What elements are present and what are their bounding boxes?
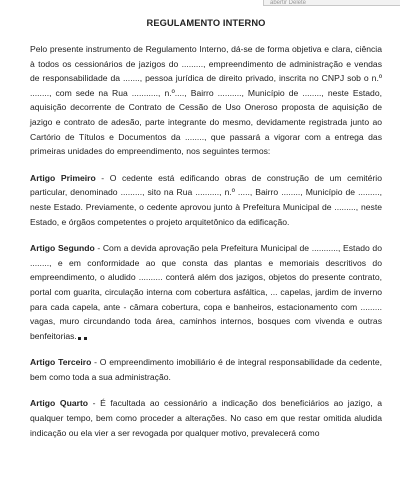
article-paragraph [30,396,382,440]
article-label: Artigo Segundo [30,243,95,254]
document-title: REGULAMENTO INTERNO [146,18,266,28]
article-text: - O empreendimento imobiliário é de integral responsabilidade da cedente, bem como toda a sua administração. [30,357,382,382]
article-label: Artigo Primeiro [30,172,96,183]
spellcheck-underline [78,333,87,340]
header-tab: abertir Delete [263,0,400,6]
document-page [0,10,400,452]
article-label: Artigo Quarto [30,398,89,409]
article-text: - É facultada ao cessionário a indicação dos beneficiários ao jazigo, a qualquer tempo, bem como proceder a alterações. No caso em que restar omitida aludida indicação ou ela vier a ser revogada por qualquer motivo, prevalecerá como [30,398,382,438]
article-text: - Com a devida aprovação pela Prefeitura Municipal de ..........., Estado do ........, e em conformidade ao que consta das plantas e memoriais descritivos do empreendimento, o aludido .......... conterá além dos jazigos, objetos do presente contrato, portal com guarita, circulação interna com cobertura asfáltica, ... capelas, jardim de inverno para cada capela, ante - câmara cobertura, copa e banheiros, estacionamento com ......... vagas, muro circundando toda área, caminhos internos, bosques com vivenda e outras benfeitorias. [30,243,382,341]
intro-paragraph: Pelo presente instrumento de Regulamento Interno, dá-se de forma objetiva e clara, ciência à todos os cessionários de jazigos do ........., empreendimento de administração e vendas de responsabilidade da ......., pessoa jurídica de direito privado, inscrita no CNPJ sob o n.º ........, com sede na Rua ..........., n.º...., Bairro .........., Município de ........, neste Estado, aquisição decorrente de Contrato de Cessão de Uso Oneroso proposta de aquisição de jazigo e contrato de adesão, parte integrante do mesmo, devidamente registrada junto ao Cartório de Títulos e Documentos da ........, que passará a vigorar com a entrega das primeiras unidades do empreendimento, nos seguintes termos: [30,44,382,157]
article-paragraph [30,171,382,229]
article-text: - O cedente está edificando obras de construção de um cemitério particular, denominado ........., sito na Rua .........., n.º ....., Bairro ........, Município de ........., neste Estado. Previamente, o cedente aprovou junto à Prefeitura Municipal de ........., neste Estado, e órgãos competentes o projeto arquitetônico da edificação. [30,172,382,227]
article-paragraph [30,241,382,343]
article-label: Artigo Terceiro [30,357,92,368]
article-paragraph [30,355,382,384]
